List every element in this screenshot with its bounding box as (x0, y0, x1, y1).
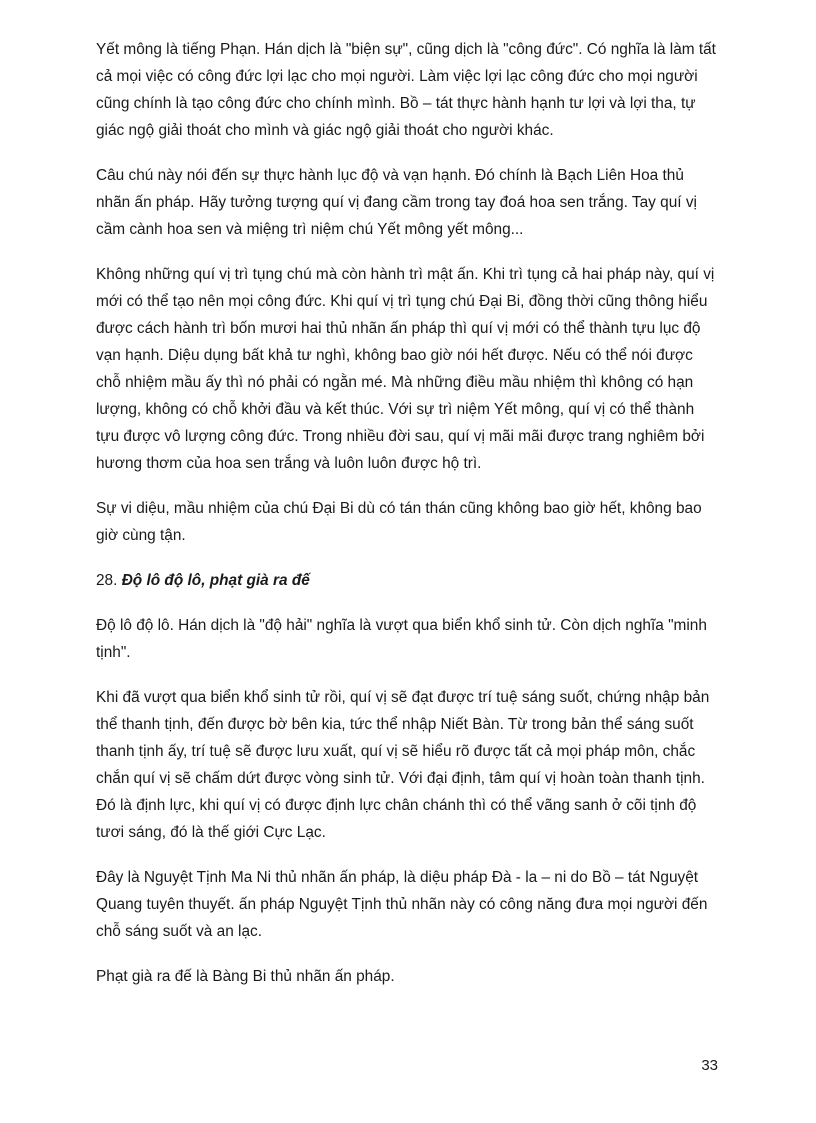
paragraph-hanh-tri-mat-an: Không những quí vị trì tụng chú mà còn hành trì mật ấn. Khi trì tụng cả hai pháp này, quí vị mới có thể tạo nên mọi công đức. Khi quí vị trì tụng chú Đại Bi, đồng thời cũng thông hiểu được cách hành trì bốn mươi hai thủ nhãn ấn pháp thì quí vị mới có thể thành tựu lục độ vạn hạnh. Diệu dụng bất khả tư nghì, không bao giờ nói hết được. Nếu có thể nói được chỗ nhiệm mầu ấy thì nó phải có ngằn mé. Mà những điều mầu nhiệm thì không có hạn lượng, không có chỗ khởi đầu và kết thúc. Với sự trì niệm Yết mông, quí vị có thể thành tựu được vô lượng công đức. Trong nhiều đời sau, quí vị mãi mãi được trang nghiêm bởi hương thơm của hoa sen trắng và luôn luôn được hộ trì. (96, 266, 715, 472)
paragraph-do-lo: Độ lô độ lô. Hán dịch là "độ hải" nghĩa là vượt qua biển khổ sinh tử. Còn dịch nghĩa "minh tịnh". (96, 617, 707, 661)
paragraph-vuot-bien-kho: Khi đã vượt qua biển khổ sinh tử rồi, quí vị sẽ đạt được trí tuệ sáng suốt, chứng nhập bản thể thanh tịnh, đến được bờ bên kia, tức thể nhập Niết Bàn. Từ trong bản thể sáng suốt thanh tịnh ấy, trí tuệ sẽ được lưu xuất, quí vị sẽ hiểu rõ được tất cả mọi pháp môn, chắc chắn quí vị sẽ chấm dứt được vòng sinh tử. Với đại định, tâm quí vị hoàn toàn thanh tịnh. Đó là định lực, khi quí vị có được định lực chân chánh thì có thể vãng sanh ở cõi tịnh độ tươi sáng, đó là thế giới Cực Lạc. (96, 689, 710, 841)
section-heading (96, 567, 720, 594)
section-title: Độ lô độ lô, phạt già ra đế (121, 572, 310, 589)
paragraph-vi-dieu: Sự vi diệu, mầu nhiệm của chú Đại Bi dù có tán thán cũng không bao giờ hết, không bao giờ cùng tận. (96, 500, 702, 544)
paragraph-bach-lien-hoa: Câu chú này nói đến sự thực hành lục độ và vạn hạnh. Đó chính là Bạch Liên Hoa thủ nhãn ấn pháp. Hãy tưởng tượng quí vị đang cầm trong tay đoá hoa sen trắng. Tay quí vị cầm cành hoa sen và miệng trì niệm chú Yết mông yết mông... (96, 167, 697, 238)
paragraph-nguyet-tinh: Đây là Nguyệt Tịnh Ma Ni thủ nhãn ấn pháp, là diệu pháp Đà - la – ni do Bồ – tát Nguyệt Quang tuyên thuyết. ấn pháp Nguyệt Tịnh thủ nhãn này có công năng đưa mọi người đến chỗ sáng suốt và an lạc. (96, 869, 708, 940)
page-number: 33 (701, 1057, 718, 1074)
paragraph-yet-mong: Yết mông là tiếng Phạn. Hán dịch là "biện sự", cũng dịch là "công đức". Có nghĩa là làm tất cả mọi việc có công đức lợi lạc cho mọi người. Làm việc lợi lạc công đức cho mọi người cũng chính là tạo công đức cho chính mình. Bồ – tát thực hành hạnh tư lợi và lợi tha, tự giác ngộ giải thoát cho mình và giác ngộ giải thoát cho người khác. (96, 41, 716, 139)
section-number: 28. (96, 572, 118, 589)
paragraph-bang-bi: Phạt già ra đế là Bàng Bi thủ nhãn ấn pháp. (96, 968, 395, 985)
